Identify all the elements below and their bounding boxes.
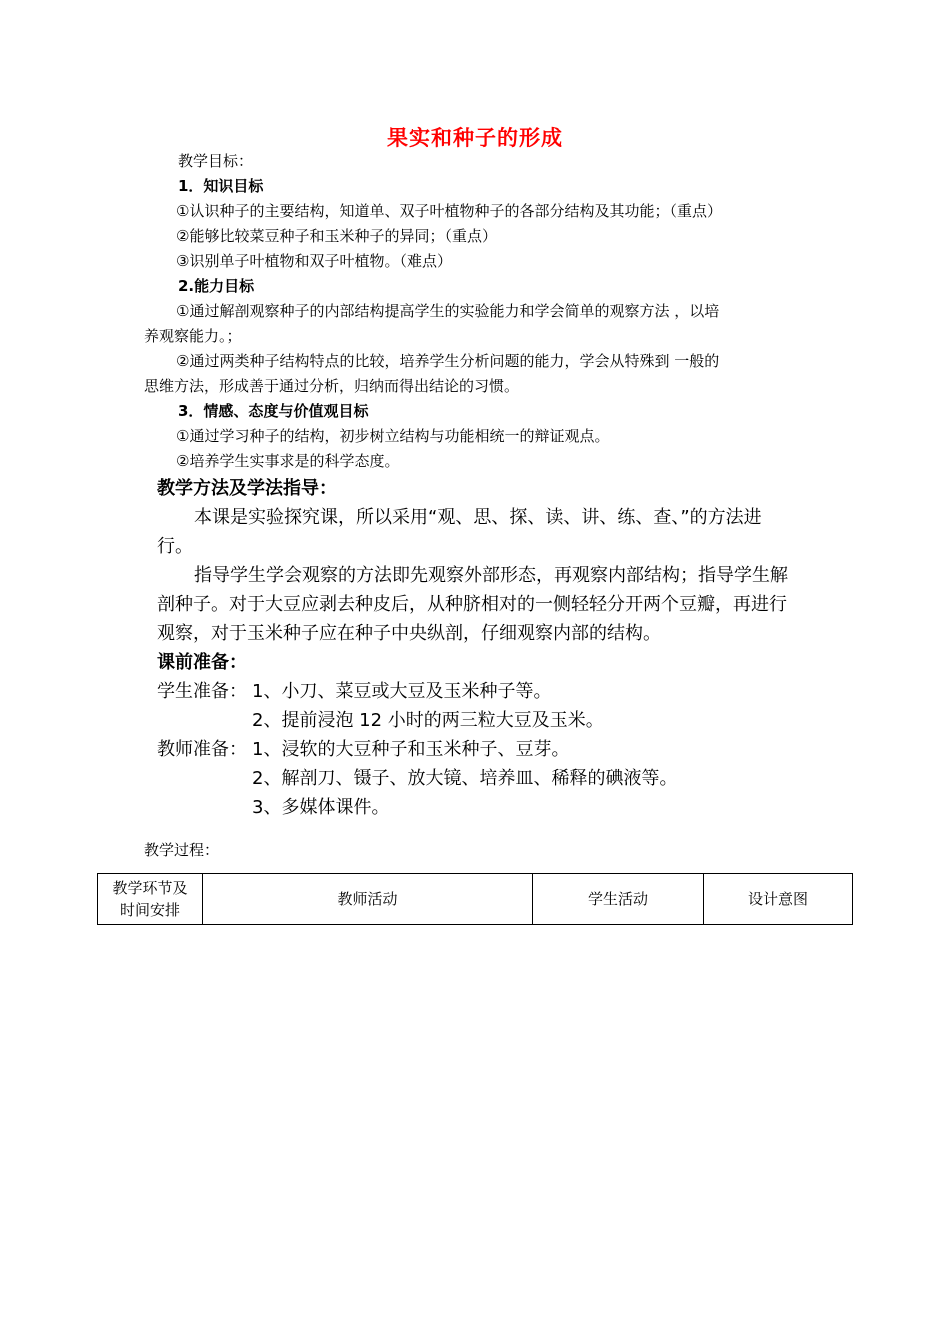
methods-para-2-line-3: 观察，对于玉米种子应在种子中央纵剖，仔细观察内部的结构。	[157, 623, 661, 644]
header-cell-student-activity: 学生活动	[533, 874, 704, 925]
table-header-row	[98, 874, 853, 925]
methods-heading: 教学方法及学法指导：	[157, 478, 337, 499]
methods-para-2-line-1: 指导学生学会观察的方法即先观察外部形态，再观察内部结构；指导学生解	[194, 565, 788, 586]
knowledge-item-3: ③识别单子叶植物和双子叶植物。（难点）	[176, 252, 452, 270]
emotion-item-1: ①通过学习种子的结构，初步树立结构与功能相统一的辩证观点。	[176, 427, 610, 445]
page-title: 果实和种子的形成	[387, 126, 563, 150]
teacher-preparation-item-2: 2、解剖刀、镊子、放大镜、培养皿、稀释的碘液等。	[252, 768, 678, 789]
knowledge-objectives-heading: 1．知识目标	[178, 177, 264, 195]
methods-para-1-line-1: 本课是实验探究课，所以采用“观、思、探、读、讲、练、查、”的方法进	[194, 507, 762, 528]
header-cell-design-intent: 设计意图	[704, 874, 853, 925]
header-stage-time-line-2: 时间安排	[119, 901, 180, 919]
preparation-heading: 课前准备：	[157, 652, 247, 673]
emotion-objectives-heading: 3．情感、态度与价值观目标	[178, 402, 369, 420]
methods-para-1-line-2: 行。	[157, 536, 193, 557]
process-heading: 教学过程：	[144, 841, 220, 859]
header-cell-stage-time	[98, 874, 203, 925]
header-cell-teacher-activity: 教师活动	[203, 874, 533, 925]
student-preparation-item-2: 2、提前浸泡 12 小时的两三粒大豆及玉米。	[252, 710, 604, 731]
teacher-preparation-label: 教师准备：	[157, 739, 247, 760]
ability-item-1-line-2: 养观察能力。；	[144, 327, 242, 345]
header-stage-time-line-1: 教学环节及	[112, 879, 188, 897]
student-preparation-item-1: 1、小刀、菜豆或大豆及玉米种子等。	[252, 681, 552, 702]
teacher-preparation-item-3: 3、多媒体课件。	[252, 797, 390, 818]
emotion-item-2: ②培养学生实事求是的科学态度。	[176, 452, 400, 470]
objectives-heading: 教学目标：	[178, 152, 254, 170]
ability-item-1-line-1: ①通过解剖观察种子的内部结构提高学生的实验能力和学会简单的观察方法 ，以培	[176, 302, 720, 320]
student-preparation-label: 学生准备：	[157, 681, 247, 702]
teacher-preparation-item-1: 1、浸软的大豆种子和玉米种子、豆芽。	[252, 739, 570, 760]
ability-item-2-line-2: 思维方法，形成善于通过分析，归纳而得出结论的习惯。	[144, 377, 520, 395]
knowledge-item-1: ①认识种子的主要结构，知道单、双子叶植物种子的各部分结构及其功能；（重点）	[176, 202, 722, 220]
knowledge-item-2: ②能够比较菜豆种子和玉米种子的异同；（重点）	[176, 227, 497, 245]
ability-objectives-heading: 2.能力目标	[178, 277, 255, 295]
methods-para-2-line-2: 剖种子。对于大豆应剥去种皮后，从种脐相对的一侧轻轻分开两个豆瓣，再进行	[157, 594, 787, 615]
process-table	[97, 873, 853, 925]
ability-item-2-line-1: ②通过两类种子结构特点的比较，培养学生分析问题的能力，学会从特殊到 一般的	[176, 352, 720, 370]
